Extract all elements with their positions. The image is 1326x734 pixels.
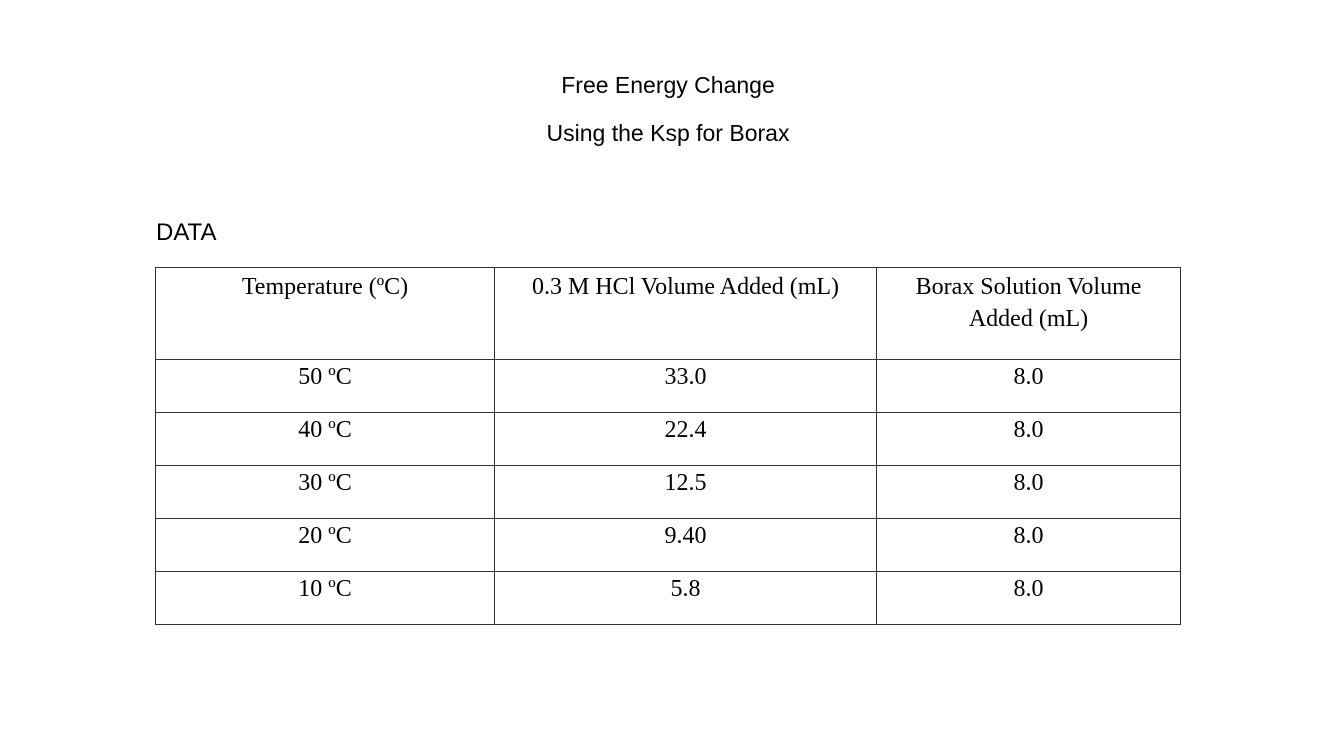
cell-hcl-volume: 33.0 [495,360,877,413]
cell-hcl-volume: 9.40 [495,519,877,572]
table-row [156,519,1181,572]
header-temperature: Temperature (ºC) [156,268,495,360]
cell-hcl-volume: 22.4 [495,413,877,466]
cell-borax-volume: 8.0 [877,519,1181,572]
cell-borax-volume: 8.0 [877,572,1181,625]
cell-hcl-volume: 12.5 [495,466,877,519]
document-title: Free Energy Change [561,72,775,98]
data-table [155,267,1181,625]
cell-borax-volume: 8.0 [877,360,1181,413]
table-row [156,572,1181,625]
cell-temperature: 20 ºC [156,519,495,572]
cell-temperature: 50 ºC [156,360,495,413]
table-row [156,413,1181,466]
cell-temperature: 40 ºC [156,413,495,466]
cell-borax-volume: 8.0 [877,466,1181,519]
document-subtitle: Using the Ksp for Borax [546,120,790,146]
section-heading-data: DATA [156,219,217,246]
table-header-row [156,268,1181,360]
cell-borax-volume: 8.0 [877,413,1181,466]
cell-temperature: 10 ºC [156,572,495,625]
table-row [156,360,1181,413]
header-hcl-volume: 0.3 M HCl Volume Added (mL) [495,268,877,360]
header-borax-volume: Borax Solution Volume Added (mL) [877,268,1181,360]
cell-hcl-volume: 5.8 [495,572,877,625]
cell-temperature: 30 ºC [156,466,495,519]
table-row [156,466,1181,519]
